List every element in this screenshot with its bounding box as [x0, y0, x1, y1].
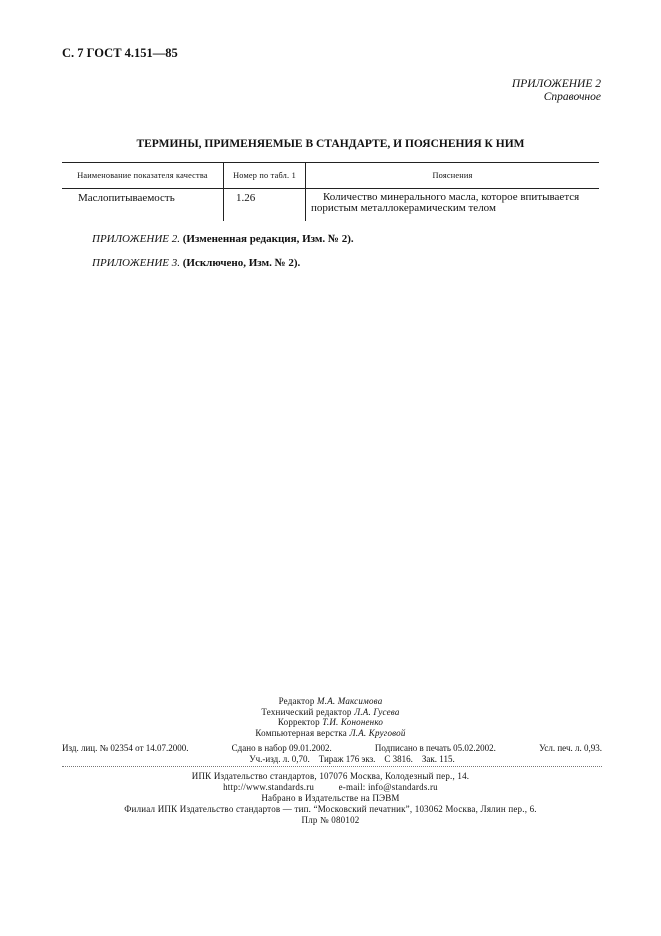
- appendix-label: [512, 78, 601, 104]
- imprint-row: [62, 743, 602, 754]
- note-text: (Исключено, Изм. № 2).: [182, 257, 301, 269]
- cell-explanation: [306, 189, 600, 222]
- imprint-row-2: Уч.-изд. л. 0,70. Тираж 176 экз. С 3816. Зак. 115.: [249, 754, 455, 764]
- explanation-line-1: Количество минерального масла, которое впитывается: [323, 191, 580, 203]
- print-sheets: Усл. печ. л. 0,93.: [539, 743, 602, 753]
- page-header: С. 7 ГОСТ 4.151—85: [62, 46, 178, 60]
- editors-block: [0, 696, 661, 738]
- cell-name: Маслопитываемость: [78, 192, 175, 204]
- print-date: Подписано в печать 05.02.2002.: [374, 743, 496, 753]
- column-header-name: Наименование показателя качества: [62, 163, 224, 189]
- column-header-explanation: Пояснения: [306, 163, 600, 189]
- tech-editor-line: Технический редактор Л.А. Гусева: [261, 706, 400, 717]
- appendix-title: ПРИЛОЖЕНИЕ 2: [511, 78, 601, 90]
- license: Изд. лиц. № 02354 от 14.07.2000.: [62, 743, 189, 753]
- publisher-web: http://www.standards.ru e-mail: info@standards.ru: [223, 782, 438, 792]
- note-appendix-3: [92, 257, 300, 269]
- table-header-row: [62, 163, 599, 189]
- editor-line: Редактор М.А. Максимова: [278, 696, 383, 706]
- appendix-type: Справочное: [543, 91, 601, 103]
- document-title: ТЕРМИНЫ, ПРИМЕНЯЕМЫЕ В СТАНДАРТЕ, И ПОЯСНЕНИЯ К НИМ: [136, 138, 525, 150]
- divider: [62, 766, 602, 767]
- license-number: Плр № 080102: [301, 815, 360, 825]
- note-text: (Измененная редакция, Изм. № 2).: [182, 233, 354, 245]
- layout-line: Компьютерная верстка Л.А. Круговой: [255, 727, 406, 738]
- imprint-block: [62, 743, 602, 765]
- note-label: ПРИЛОЖЕНИЕ 3.: [92, 257, 180, 269]
- table-row: [62, 189, 599, 222]
- printer-address: Филиал ИПК Издательство стандартов — тип. “Московский печатник”, 103062 Москва, Лялин пер., 6.: [124, 804, 537, 814]
- cell-number: 1.26: [224, 189, 306, 222]
- typeset-note: Набрано в Издательстве на ПЭВМ: [261, 793, 400, 803]
- explanation-line-2: пористым металлокерамическим телом: [311, 202, 496, 214]
- column-header-number: Номер по табл. 1: [224, 163, 306, 189]
- terms-table: [62, 162, 599, 221]
- publisher-address: ИПК Издательство стандартов, 107076 Москва, Колодезный пер., 14.: [191, 771, 470, 781]
- proofreader-line: Корректор Т.И. Кононенко: [277, 717, 384, 727]
- note-label: ПРИЛОЖЕНИЕ 2.: [92, 233, 180, 245]
- note-appendix-2: [92, 233, 354, 245]
- set-date: Сдано в набор 09.01.2002.: [231, 743, 332, 753]
- publisher-block: [0, 771, 661, 826]
